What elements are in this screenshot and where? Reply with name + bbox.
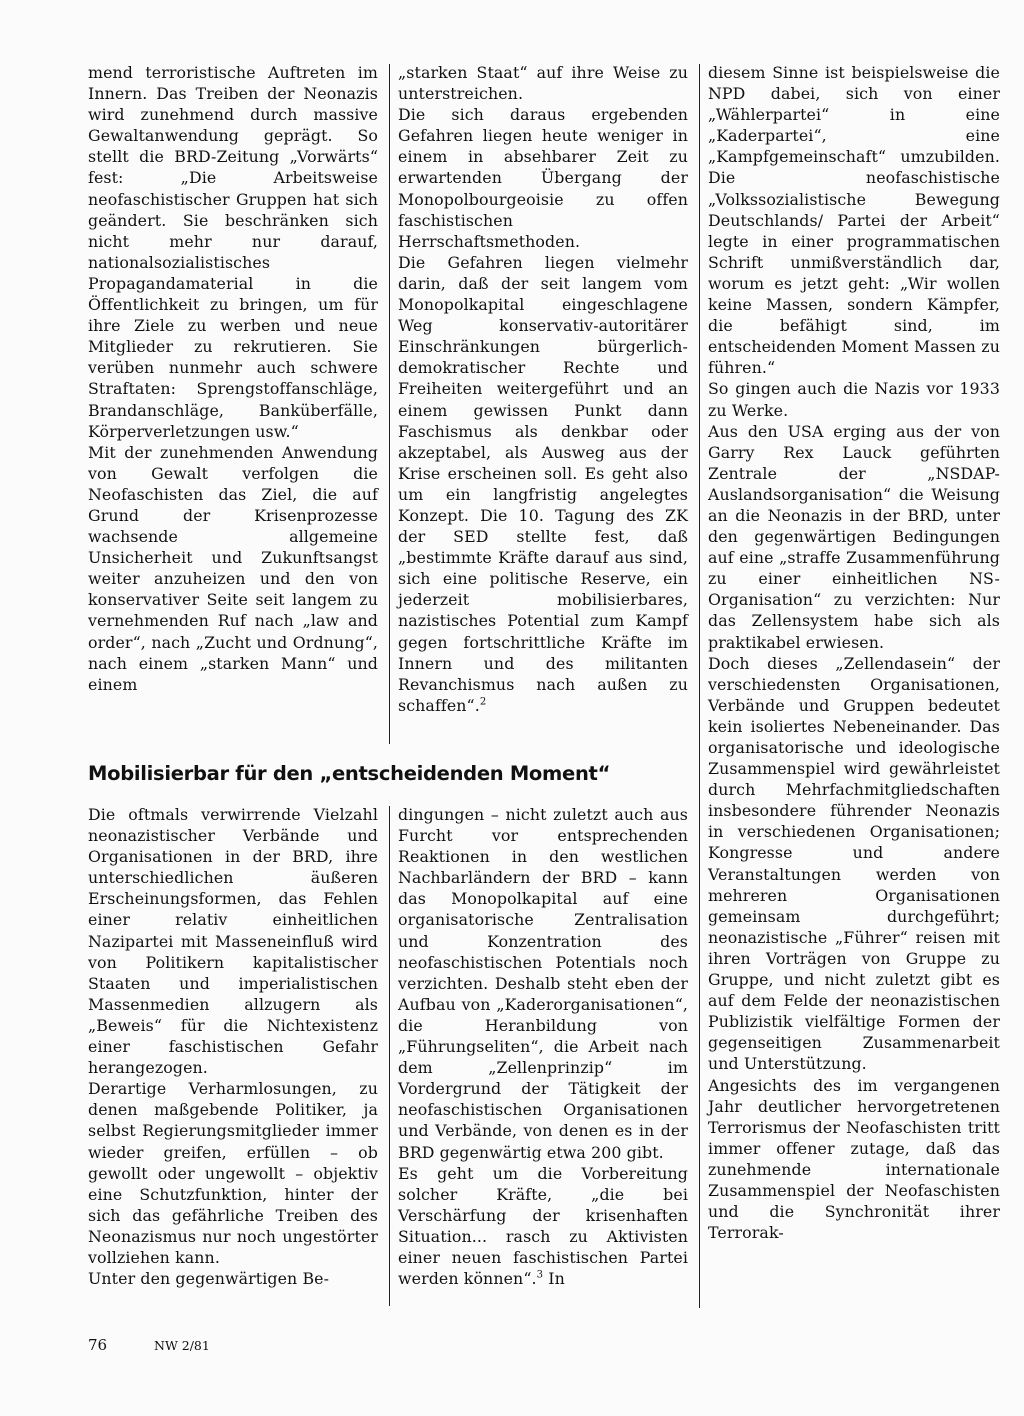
paragraph: [398, 252, 688, 716]
paragraph: Mit der zunehmenden Anwendung von Gewalt verfolgen die Neofaschisten das Ziel, die auf Grund der Krisenprozesse wachsende allgemeine Unsicherheit und Zukunftsangst weiter anzuheizen und den von konservativer Seite seit langem zu vernehmenden Ruf nach „law and order“, nach „Zucht und Ordnung“, nach einem „starken Mann“ und einem: [88, 442, 378, 694]
paragraph: Die sich daraus ergebenden Gefahren liegen heute weniger in einem in absehbarer Zeit zu erwartenden Übergang der Monopolbourgeoisie zu offen faschistischen Herrschaftsmethoden.: [398, 105, 688, 251]
text-column-2: [398, 62, 688, 716]
column-divider: [389, 64, 390, 744]
paragraph: dingungen – nicht zuletzt auch aus Furcht vor entsprechenden Reaktionen in den westlichen Nachbarländern der BRD – kann das Monopolkapital auf eine organisatorische Zentralisation und Konzentration des neofaschistischen Potentials noch verzichten. Deshalb steht eben der Aufbau von „Kaderorganisationen“, die Heranbildung von „Führungseliten“, die Arbeit nach dem „Zellenprinzip“ im Vordergrund der Tätigkeit der neofaschistischen Organisationen und Verbände, von denen es in der BRD gegenwärtig etwa 200 gibt.: [398, 805, 688, 1162]
paragraph: Unter den gegenwärtigen Be-: [88, 1269, 330, 1289]
text-column-1: [88, 62, 378, 695]
paragraph: Angesichts des im vergangenen Jahr deutlicher hervorgetretenen Terrorismus der Neofaschisten tritt immer offener zutage, daß das zunehmende internationale Zusammenspiel der Neofaschisten und die Synchronität ihrer Terrorak-: [708, 1075, 1000, 1243]
paragraph: Derartige Verharmlosungen, zu denen maßgebende Politiker, ja selbst Regierungsmitglieder immer wieder greifen, erfüllen – ob gewollt oder ungewollt – objektiv eine Schutzfunktion, hinter der sich das gefährliche Treiben des Neonazismus nur noch ungestörter vollziehen kann.: [88, 1079, 378, 1267]
section-headline: Mobilisierbar für den „entscheidenden Moment“: [88, 762, 611, 785]
text-column-3: [708, 62, 1000, 1243]
footnote-marker: 3: [536, 1269, 544, 1281]
paragraph-text: Es geht um die Vorbereitung solcher Kräfte, „die bei Verschärfung der krisenhaften Situation... rasch zu Aktivisten einer neuen faschistischen Partei werden können“.: [398, 1163, 688, 1289]
column-divider: [699, 64, 700, 1308]
paragraph: Doch dieses „Zellendasein“ der verschiedensten Organisationen, Verbände und Gruppen bedeutet kein isoliertes Nebeneinander. Das organisatorische und ideologische Zusammenspiel wird gewährleistet durch Mehrfachmitgliedschaften insbesondere führender Neonazis in verschiedenen Organisationen; Kongresse und andere Veranstaltungen werden von mehreren Organisationen gemeinsam durchgeführt; neonazistische „Führer“ reisen mit ihren Vorträgen von Gruppe zu Gruppe, und nicht zuletzt gibt es auf dem Felde der neonazistischen Publizistik vielfältige Formen der gegenseitigen Zusammenarbeit und Unterstützung.: [708, 653, 1000, 1074]
paragraph-text: Die Gefahren liegen vielmehr darin, daß der seit langem vom Monopolkapital eingeschlagene Weg konservativ-autoritärer Einschränkungen bürgerlich-demokratischer Rechte und Freiheiten weitergeführt und an einem gewissen Punkt dann Faschismus als denkbar oder akzeptabel, als Ausweg aus der Krise erscheinen soll. Es geht also um ein langfristig angelegtes Konzept. Die 10. Tagung des ZK der SED stellte fest, daß „bestimmte Kräfte darauf aus sind, sich eine politische Reserve, ein jederzeit mobilisierbares, nazistisches Potential zum Kampf gegen fortschrittliche Kräfte im Innern und des militanten Revanchismus nach außen zu schaffen“.: [398, 252, 688, 715]
paragraph: diesem Sinne ist beispielsweise die NPD dabei, sich von einer „Wählerpartei“ in eine „Kaderpartei“, eine „Kampfgemeinschaft“ umzubilden. Die neofaschistische „Volkssozialistische Bewegung Deutschlands/ Partei der Arbeit“ legte in einer programmatischen Schrift unmißverständlich dar, worum es jetzt geht: „Wir wollen keine Massen, sondern Kämpfer, die befähigt sind, im entscheidenden Moment Massen zu führen.“: [708, 63, 1000, 378]
paragraph: „starken Staat“ auf ihre Weise zu unterstreichen.: [398, 63, 688, 104]
text-column-4: [88, 804, 378, 1289]
paragraph: So gingen auch die Nazis vor 1933 zu Werke.: [708, 379, 1000, 420]
footnote-marker: 2: [479, 696, 487, 708]
issue-label: NW 2/81: [154, 1338, 210, 1353]
paragraph: Die oftmals verwirrende Vielzahl neonazistischer Verbände und Organisationen in der BRD, ihre unterschiedlichen äußeren Erscheinungsformen, das Fehlen einer relativ einheitlichen Nazipartei mit Masseneinfluß wird von Politikern kapitalistischer Staaten und imperialistischen Massenmedien allzugern als „Beweis“ für die Nichtexistenz einer faschistischen Gefahr herangezogen.: [88, 805, 378, 1078]
paragraph: mend terroristische Auftreten im Innern. Das Treiben der Neonazis wird zunehmend durch massive Gewaltanwendung geprägt. So stellt die BRD-Zeitung „Vorwärts“ fest: „Die Arbeitsweise neofaschistischer Gruppen hat sich geändert. Sie beschränken sich nicht mehr nur darauf, nationalsozialistisches Propagandamaterial in die Öffentlichkeit zu bringen, um für ihre Ziele zu werben und neue Mitglieder zu rekrutieren. Sie verüben nunmehr auch schwere Straftaten: Sprengstoffanschläge, Brandanschläge, Banküberfälle, Körperverletzungen usw.“: [88, 63, 378, 441]
paragraph: Aus den USA erging aus der von Garry Rex Lauck geführten Zentrale der „NSDAP-Auslandsorganisation“ die Weisung an die Neonazis in der BRD, unter den gegenwärtigen Bedingungen auf eine „straffe Zusammenführung zu einer einheitlichen NS-Organisation“ zu verzichten: Nur das Zellensystem habe sich als praktikabel erwiesen.: [708, 421, 1000, 652]
text-column-5: [398, 804, 688, 1289]
column-divider: [389, 806, 390, 1306]
paragraph-text: In: [543, 1269, 565, 1289]
paragraph: [398, 1163, 688, 1290]
page-number: 76: [88, 1336, 108, 1354]
